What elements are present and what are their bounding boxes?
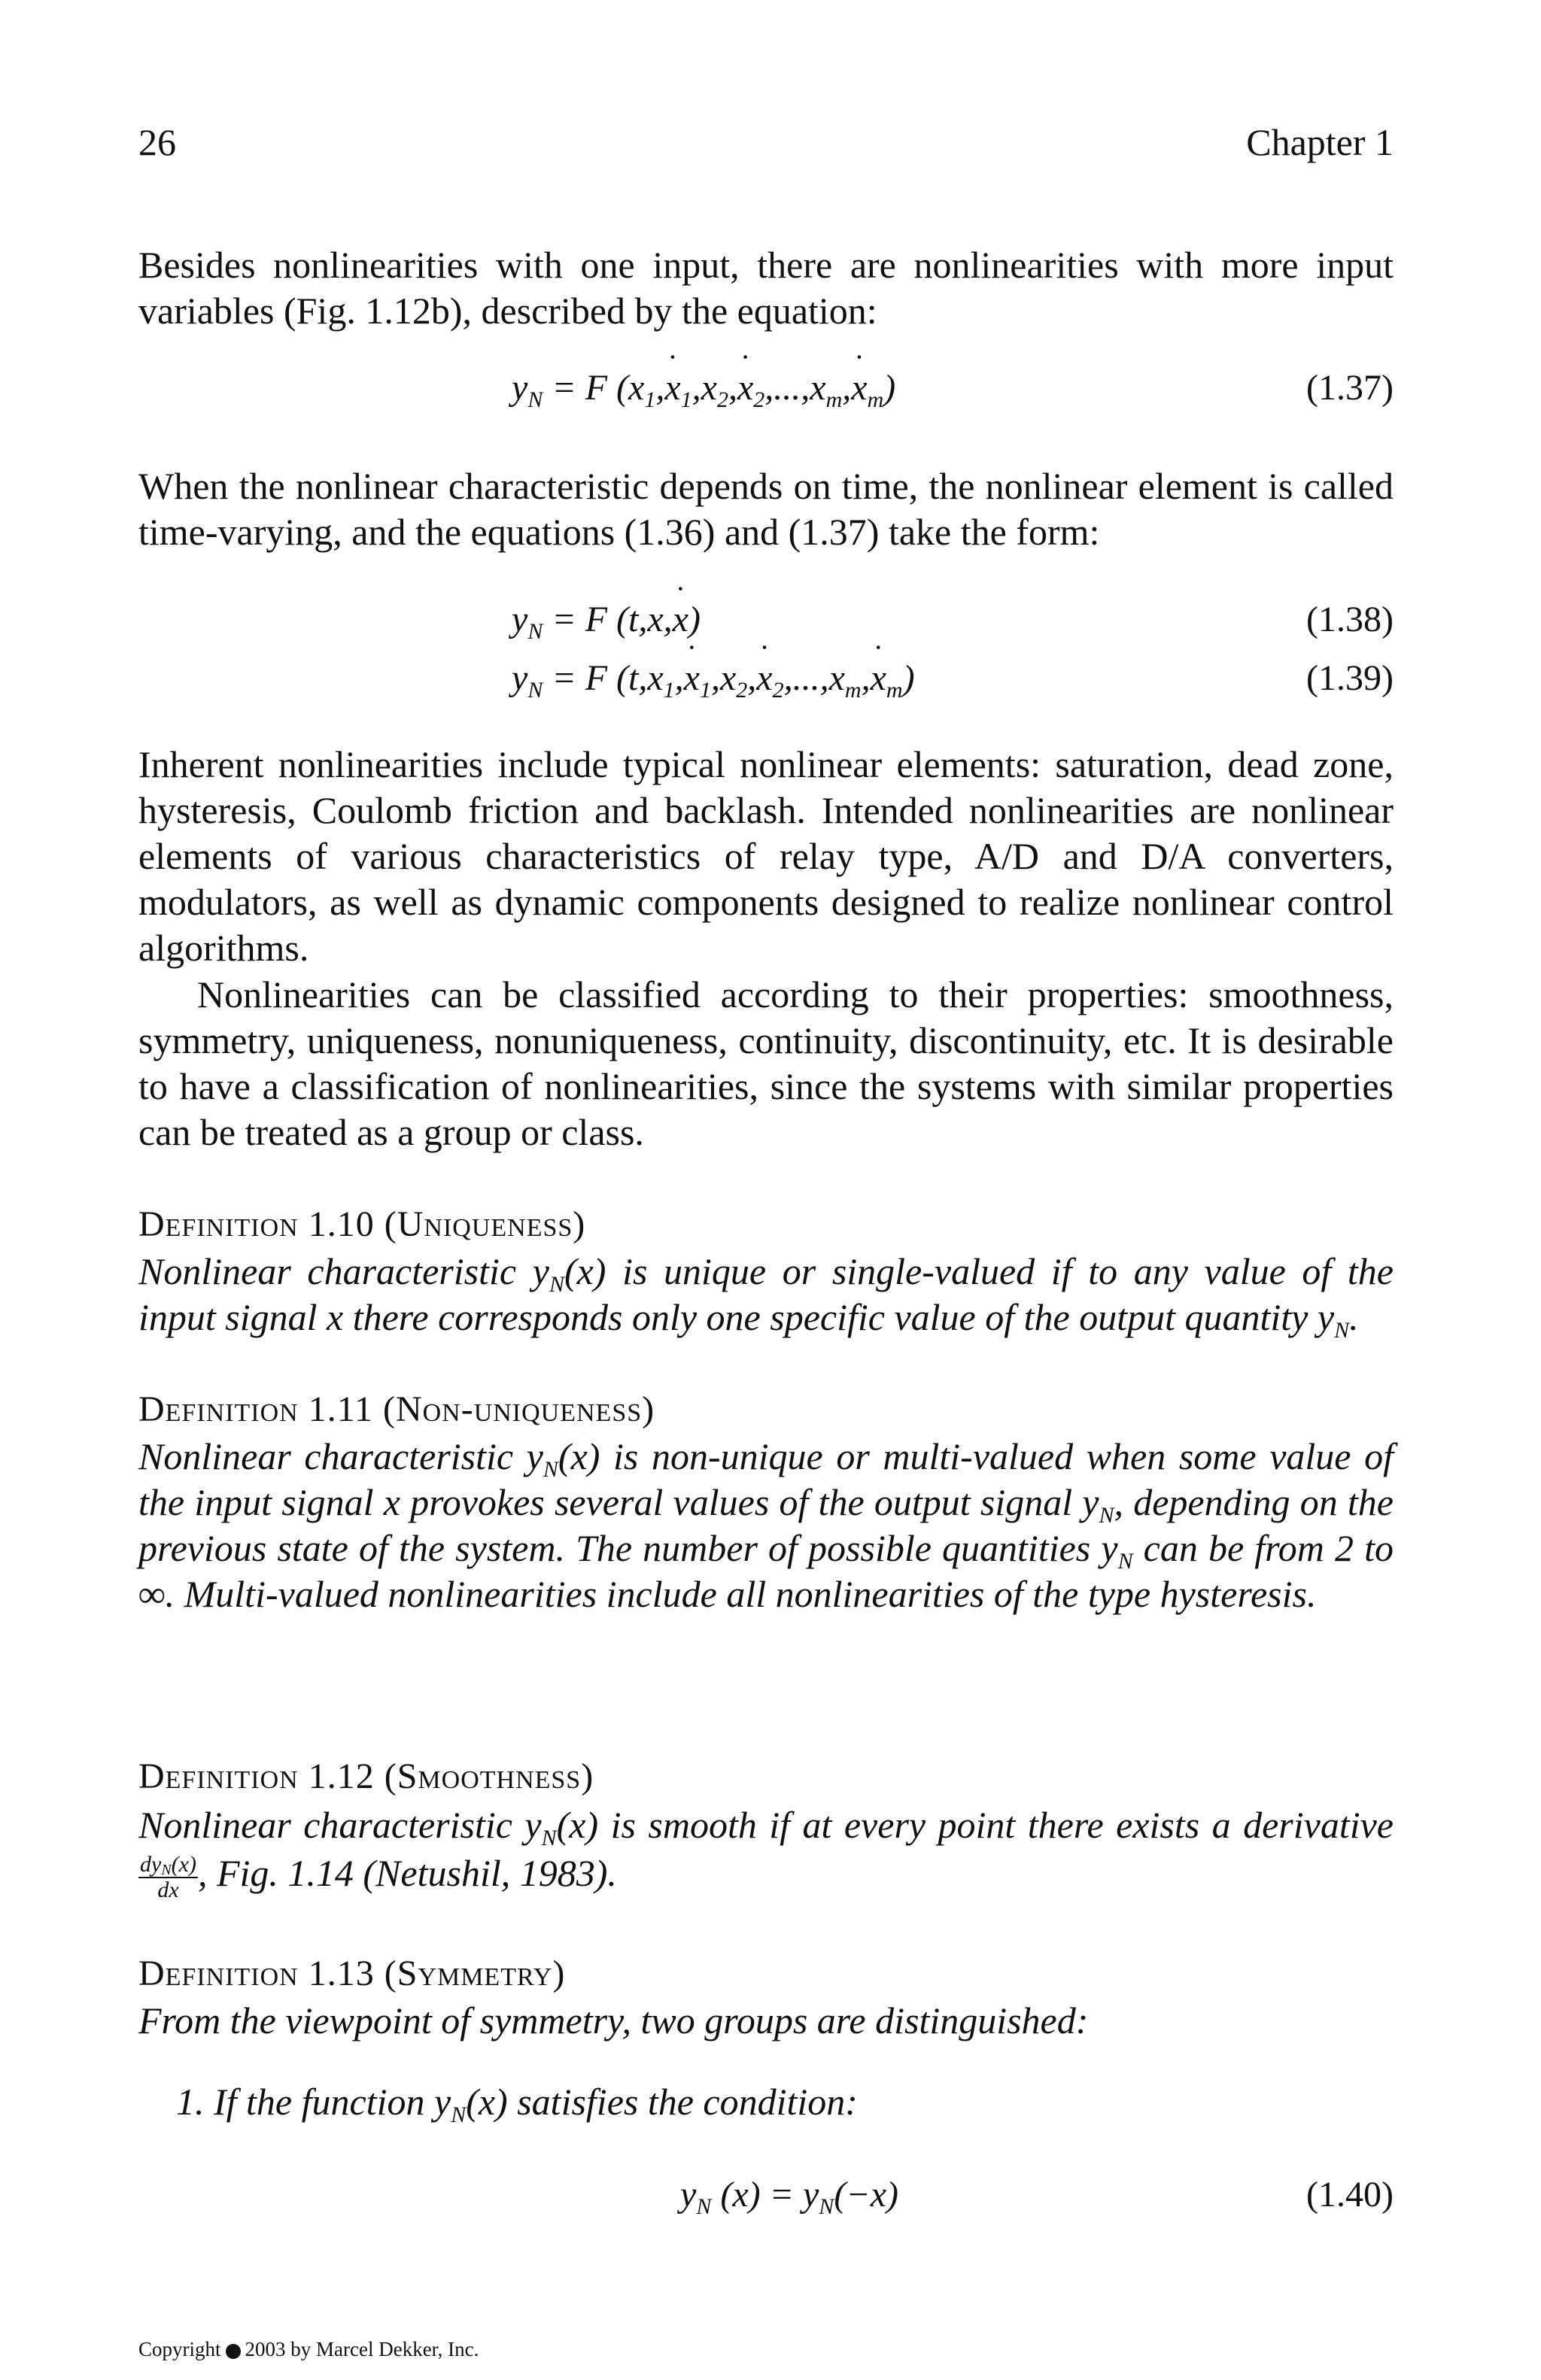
running-head: Chapter 1: [1246, 121, 1394, 163]
paragraph-time-varying: When the nonlinear characteristic depends on time, the nonlinear element is called time-varying, and the equations (1.36) and (1.37) take the form:: [138, 465, 1394, 553]
definition-1-11-body: Nonlinear characteristic $y_N(x)$ is non-unique or multi-valued when some value of the input signal x provokes several values of the output signal $y_N$, depending on the previous state of the system. The number of possible quantities $y_N$ can be from 2 to ∞. Multi-valued nonlinearities include all nonlinearities of the type hysteresis.: [138, 1435, 1394, 1615]
definition-1-13-body: From the viewpoint of symmetry, two groups are distinguished:: [138, 1999, 1089, 2042]
bullet-icon: [226, 2344, 241, 2359]
definition-1-13-heading: Definition 1.13 (Symmetry): [138, 1953, 566, 1993]
paragraph-intro: Besides nonlinearities with one input, there are nonlinearities with more input variables (Fig. 1.12b), described by the equation:: [138, 244, 1394, 332]
copyright-footer: Copyright 2003 by Marcel Dekker, Inc.: [138, 2338, 479, 2360]
equation-1-39: $y_N = F$ ($t,x_1,x$ $˙_1,x_2,x$ $˙_2,...,x_m,x$ $˙_m$): [512, 657, 915, 699]
equation-number-1-40: (1.40): [1306, 2175, 1394, 2215]
paragraph-inherent: Inherent nonlinearities include typical nonlinear elements: saturation, dead zone, hysteresis, Coulomb friction and backlash. Intended nonlinearities are nonlinear elements of various characteristics of relay type, A/D and D/A converters, modulators, as well as dynamic components designed to realize nonlinear control algorithms.: [138, 743, 1394, 969]
equation-number-1-38: (1.38): [1306, 600, 1394, 639]
definition-1-11-heading: Definition 1.11 (Non-uniqueness): [138, 1389, 655, 1429]
equation-number-1-37: (1.37): [1306, 368, 1394, 408]
equation-number-1-39: (1.39): [1306, 658, 1394, 698]
definition-1-12-body: Nonlinear characteristic $y_N(x)$ is smooth if at every point there exists a derivative $\frac{dy_N(x)}{dx}$ , Fig. 1.14 (Netushil, 1983).: [138, 1804, 1394, 1902]
equation-1-38: $y_N = F$ (t,x,x ˙): [512, 599, 701, 640]
definition-1-10-body: Nonlinear characteristic $y_N(x)$ is unique or single-valued if to any value of the input signal x there corresponds only one specific value of the output quantity $y_N$.: [138, 1250, 1394, 1343]
derivative-fraction: $\frac{dy_N(x)}{dx}$: [140, 1851, 196, 1902]
page-number: 26: [138, 121, 176, 163]
definition-1-10-heading: Definition 1.10 (Uniqueness): [138, 1204, 586, 1244]
equation-1-37: $y_N = F$ ($x_1,x$ $˙_1,x_2,x$ $˙_2,...,x_m,x$ $˙_m$): [512, 367, 895, 408]
list-item-1: 1. If the function $y_N(x)$ satisfies the condition:: [176, 2081, 858, 2127]
equation-1-40: $y_N$ $(x) = y_N(-x)$: [680, 2175, 898, 2219]
definition-1-12-heading: Definition 1.12 (Smoothness): [138, 1756, 594, 1796]
paragraph-classification: Nonlinearities can be classified according to their properties: smoothness, symmetry, uniqueness, nonuniqueness, continuity, discontinuity, etc. It is desirable to have a classification of nonlinearities, since the systems with similar properties can be treated as a group or class.: [138, 973, 1394, 1153]
